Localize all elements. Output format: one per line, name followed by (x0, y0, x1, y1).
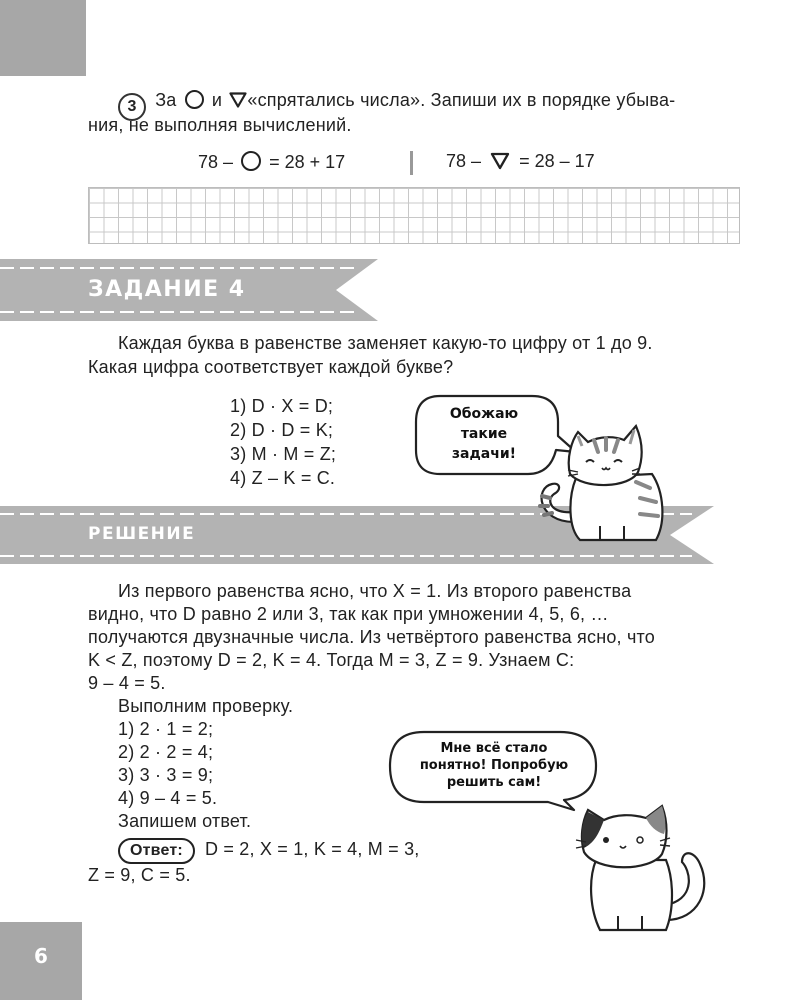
eq2-left: 78 – (446, 151, 482, 171)
bubble-2-line: решить сам! (446, 775, 542, 790)
solution-line-2: видно, что D равно 2 или 3, так как при умножении 4, 5, 6, … (88, 604, 609, 624)
bubble-1-line: задачи! (451, 446, 517, 462)
calico-cat-illustration (570, 800, 720, 940)
task3-line2: ния, не выполняя вычислений. (88, 115, 352, 135)
task4-equation: 1) D · X = D; (230, 396, 334, 416)
solution-line-3: получаются двузначные числа. Из четвёртого равенства ясно, что (88, 627, 655, 647)
task3-equation-2 (446, 151, 595, 172)
answer-label: Ответ: (118, 838, 195, 864)
bubble-2-line: Мне всё стало (440, 741, 548, 756)
task3-text-rest: «спрятались числа». Запиши их в порядке убыва- (247, 90, 676, 110)
solution-line-4: K < Z, поэтому D = 2, K = 4. Тогда M = 3, Z = 9. Узнаем C: (88, 650, 575, 670)
task4-heading: ЗАДАНИЕ 4 (88, 277, 246, 302)
corner-tab (0, 0, 86, 76)
solution-heading: РЕШЕНИЕ (88, 524, 196, 544)
task3-equation-1 (198, 151, 345, 173)
circle-symbol-icon (185, 90, 204, 109)
check-line: 3) 3 · 3 = 9; (118, 765, 214, 785)
solution-line-5: 9 – 4 = 5. (88, 673, 166, 693)
bubble-2-line: понятно! Попробую (419, 758, 569, 773)
task4-line1: Каждая буква в равенстве заменяет какую-то цифру от 1 до 9. (118, 333, 653, 353)
write-answer: Запишем ответ. (118, 811, 252, 831)
check-intro: Выполним проверку. (118, 696, 294, 716)
answer-line-2: Z = 9, C = 5. (88, 865, 191, 885)
task4-equation: 3) M · M = Z; (230, 444, 337, 464)
answer-grid[interactable] (88, 187, 740, 244)
check-line: 1) 2 · 1 = 2; (118, 719, 214, 739)
eq1-right: = 28 + 17 (269, 152, 346, 172)
solution-line-1: Из первого равенства ясно, что X = 1. Из второго равенства (118, 581, 632, 601)
eq1-left: 78 – (198, 152, 234, 172)
task4-equations (230, 394, 336, 490)
triangle-down-icon (490, 152, 510, 170)
tabby-cat-illustration (528, 418, 688, 548)
task3-text-za: За (155, 90, 177, 110)
task4-line2: Какая цифра соответствует каждой букве? (88, 357, 454, 377)
task4-equation: 4) Z – K = C. (230, 468, 336, 488)
answer-line-1 (118, 838, 419, 864)
eq2-right: = 28 – 17 (519, 151, 595, 171)
check-line: 2) 2 · 2 = 4; (118, 742, 214, 762)
bubble-1-line: Обожаю (449, 406, 519, 422)
check-line: 4) 9 – 4 = 5. (118, 788, 218, 808)
task4-equation: 2) D · D = K; (230, 420, 334, 440)
task3-text-i: и (211, 90, 223, 110)
triangle-down-icon (229, 92, 247, 108)
circle-symbol-icon (241, 151, 261, 171)
equation-separator (410, 151, 413, 175)
bubble-2-text (392, 740, 596, 791)
answer-values-1: D = 2, X = 1, K = 4, M = 3, (204, 839, 420, 859)
bubble-1-line: такие (460, 426, 508, 442)
task3-number-badge: 3 (118, 93, 146, 121)
page-number: 6 (34, 944, 48, 968)
